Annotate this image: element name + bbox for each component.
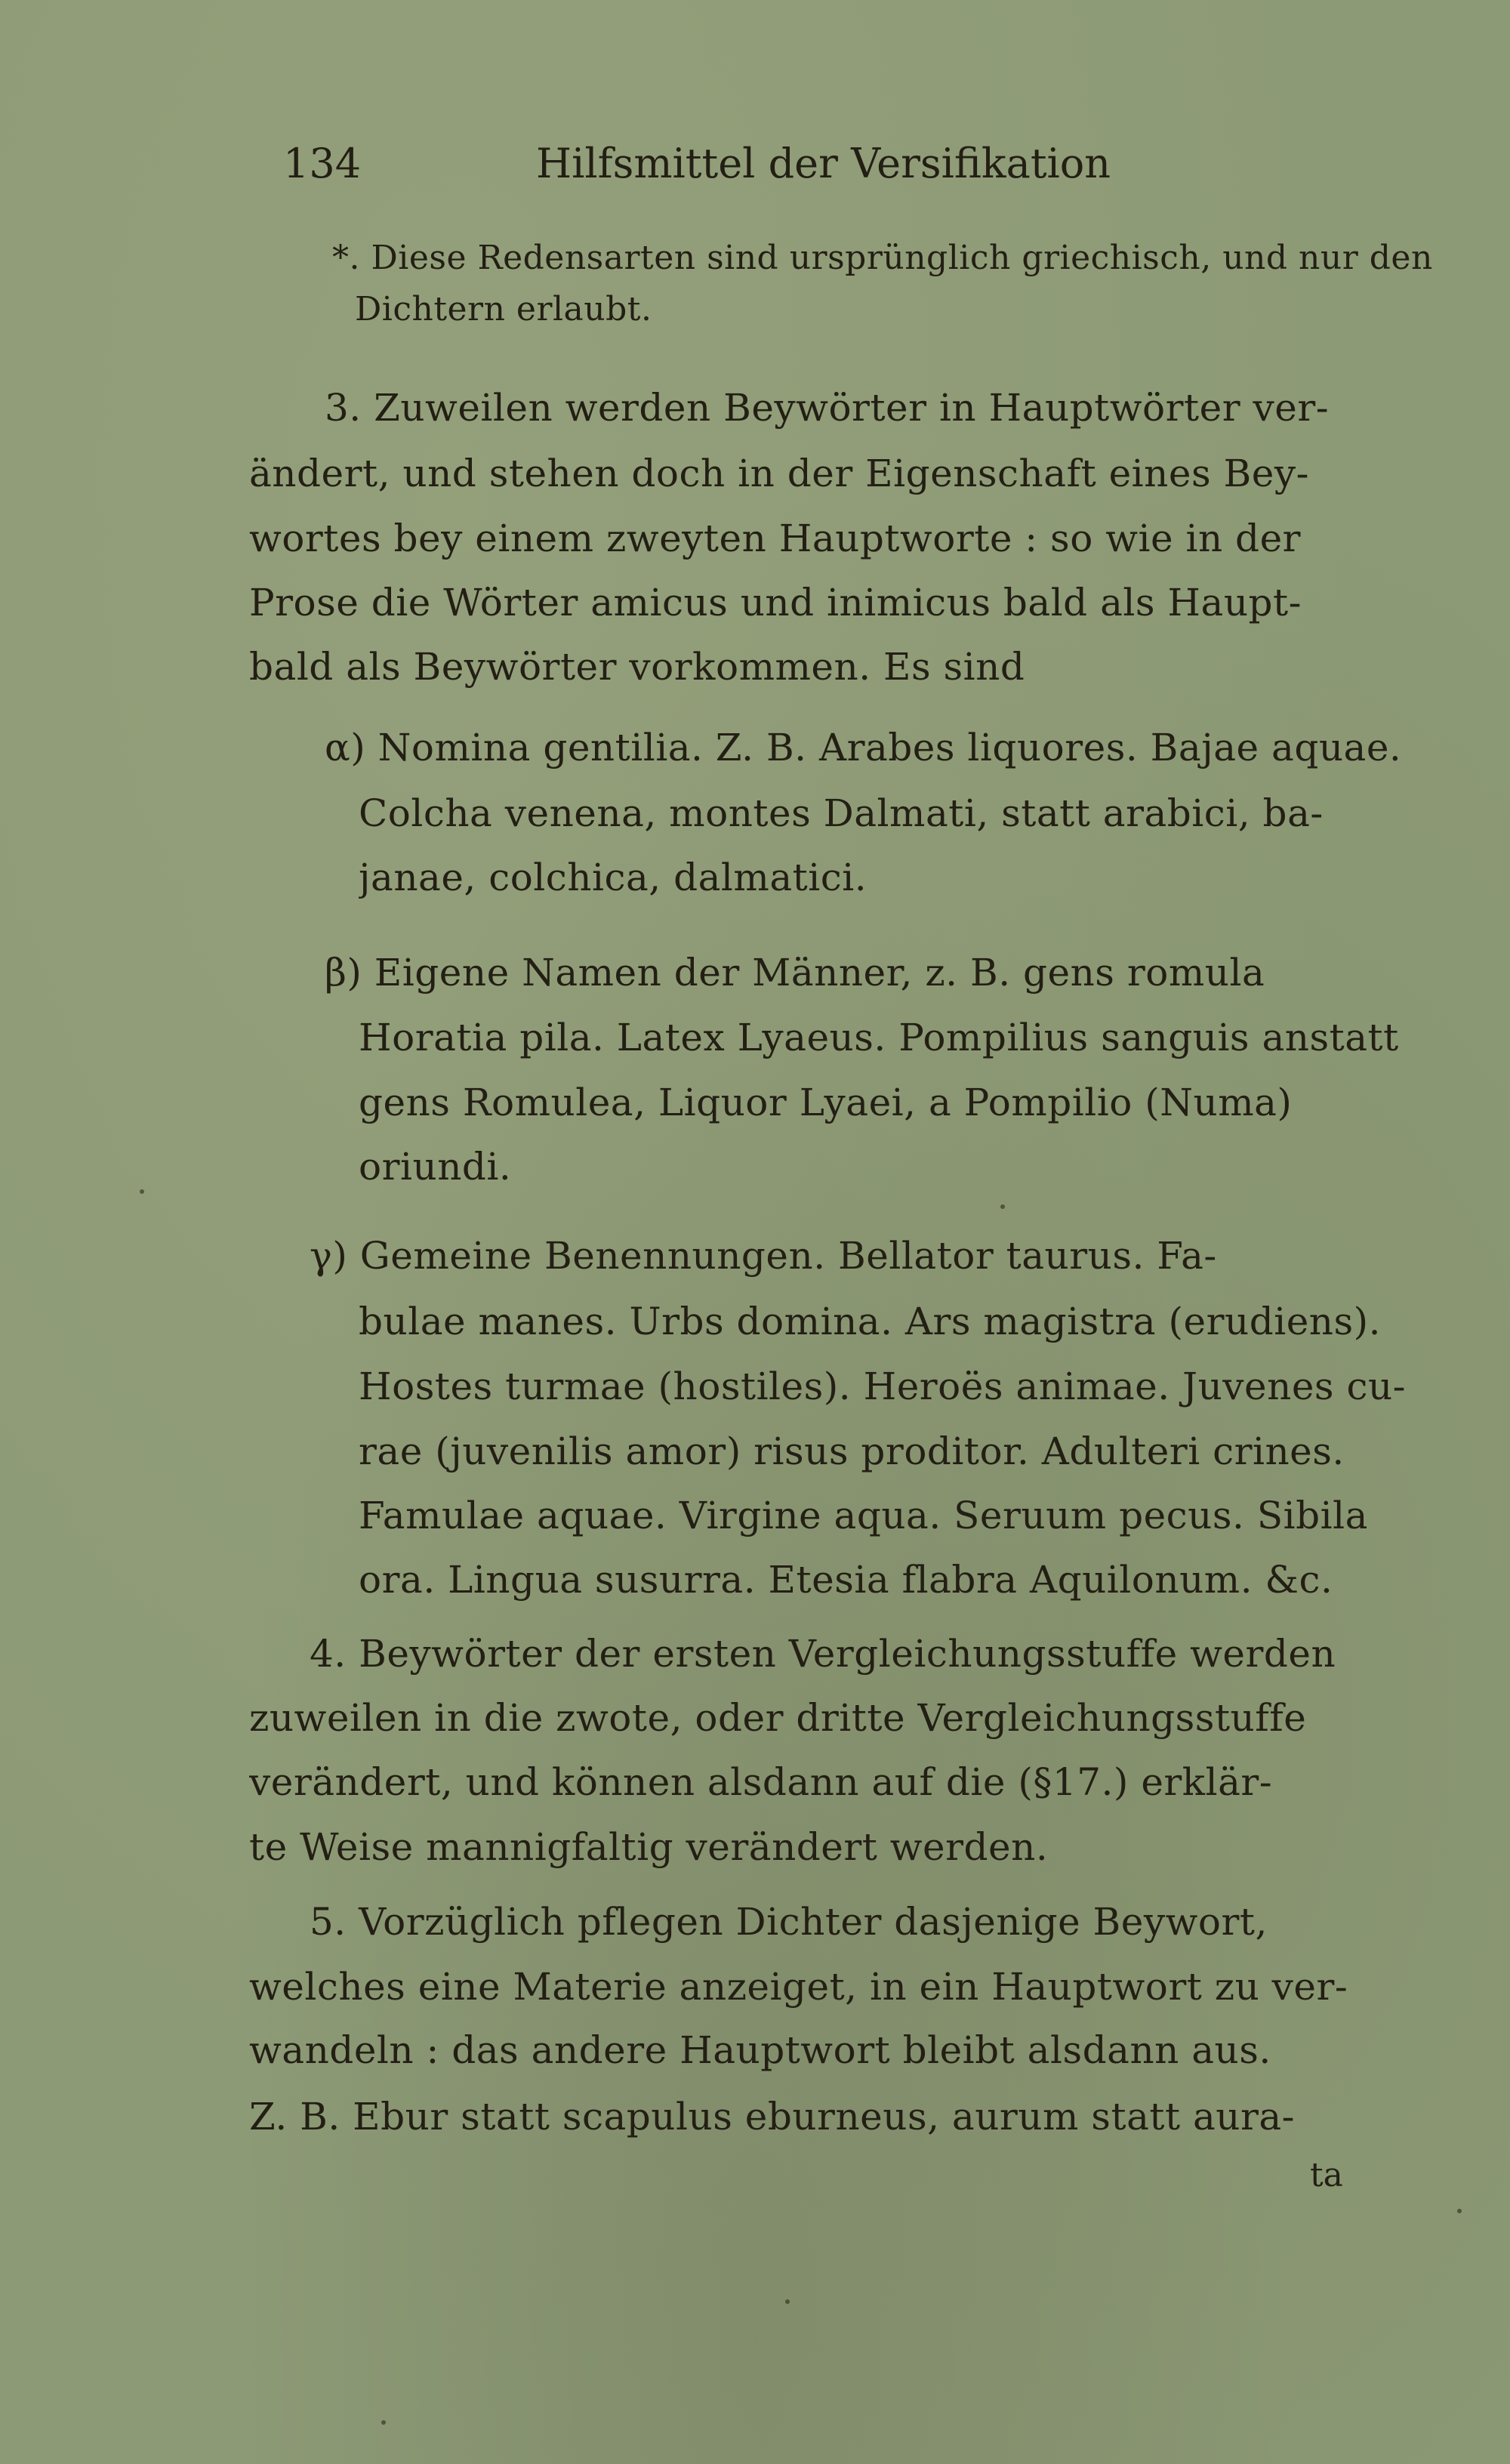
section4-line-2: zuweilen in die zwote, oder dritte Vergleichungsstuffe bbox=[249, 1696, 1307, 1740]
catchword: ta bbox=[1310, 2156, 1343, 2194]
section5-line-2: welches eine Materie anzeiget, in ein Hauptwort zu ver- bbox=[249, 1965, 1348, 2009]
section3-line-3: wortes bey einem zweyten Hauptworte : so wie in der bbox=[249, 517, 1302, 560]
running-title: Hilfsmittel der Versifikation bbox=[536, 140, 1111, 187]
alpha-line-2: Colcha venena, montes Dalmati, statt arabici, ba- bbox=[359, 791, 1324, 835]
alpha-line-1: α) Nomina gentilia. Z. B. Arabes liquores. Bajae aquae. bbox=[325, 726, 1402, 769]
paper-speck bbox=[785, 2299, 790, 2304]
section3-line-1: 3. Zuweilen werden Beywörter in Hauptwörter ver- bbox=[325, 386, 1330, 430]
beta-line-1: β) Eigene Namen der Männer, z. B. gens romula bbox=[325, 951, 1265, 995]
footnote-line-2: Dichtern erlaubt. bbox=[355, 290, 652, 328]
section4-line-1: 4. Beywörter der ersten Vergleichungsstuffe werden bbox=[310, 1632, 1336, 1676]
section5-line-3: wandeln : das andere Hauptwort bleibt alsdann aus. bbox=[249, 2028, 1271, 2072]
gamma-line-5: Famulae aquae. Virgine aqua. Seruum pecus. Sibila bbox=[359, 1494, 1368, 1537]
alpha-line-3: janae, colchica, dalmatici. bbox=[359, 856, 867, 899]
gamma-line-2: bulae manes. Urbs domina. Ars magistra (erudiens). bbox=[359, 1300, 1382, 1343]
paper-speck bbox=[140, 1189, 144, 1194]
paper-speck bbox=[1000, 1204, 1005, 1209]
section3-line-2: ändert, und stehen doch in der Eigenschaft eines Bey- bbox=[249, 452, 1309, 495]
page-number: 134 bbox=[283, 140, 362, 187]
paper-speck bbox=[381, 2420, 386, 2425]
beta-line-2: Horatia pila. Latex Lyaeus. Pompilius sanguis anstatt bbox=[359, 1016, 1399, 1059]
gamma-line-4: rae (juvenilis amor) risus proditor. Adulteri crines. bbox=[359, 1429, 1345, 1473]
gamma-line-3: Hostes turmae (hostiles). Heroës animae. Juvenes cu- bbox=[359, 1365, 1407, 1408]
gamma-line-6: ora. Lingua susurra. Etesia flabra Aquilonum. &c. bbox=[359, 1558, 1333, 1602]
section3-line-4: Prose die Wörter amicus und inimicus bald als Haupt- bbox=[249, 581, 1302, 624]
gamma-line-1: γ) Gemeine Benennungen. Bellator taurus. Fa- bbox=[310, 1234, 1217, 1278]
paper-speck bbox=[1457, 2209, 1462, 2213]
footnote-line-1: *. Diese Redensarten sind ursprünglich griechisch, und nur den bbox=[332, 239, 1433, 277]
section5-line-1: 5. Vorzüglich pflegen Dichter dasjenige Beywort, bbox=[310, 1900, 1268, 1944]
section4-line-3: verändert, und können alsdann auf die (§17.) erklär- bbox=[249, 1760, 1273, 1804]
beta-line-4: oriundi. bbox=[359, 1145, 512, 1189]
beta-line-3: gens Romulea, Liquor Lyaei, a Pompilio (Numa) bbox=[359, 1081, 1293, 1124]
section3-line-5: bald als Beywörter vorkommen. Es sind bbox=[249, 645, 1025, 689]
section5-line-4: Z. B. Ebur statt scapulus eburneus, aurum statt aura- bbox=[249, 2095, 1296, 2139]
section4-line-4: te Weise mannigfaltig verändert werden. bbox=[249, 1825, 1049, 1869]
